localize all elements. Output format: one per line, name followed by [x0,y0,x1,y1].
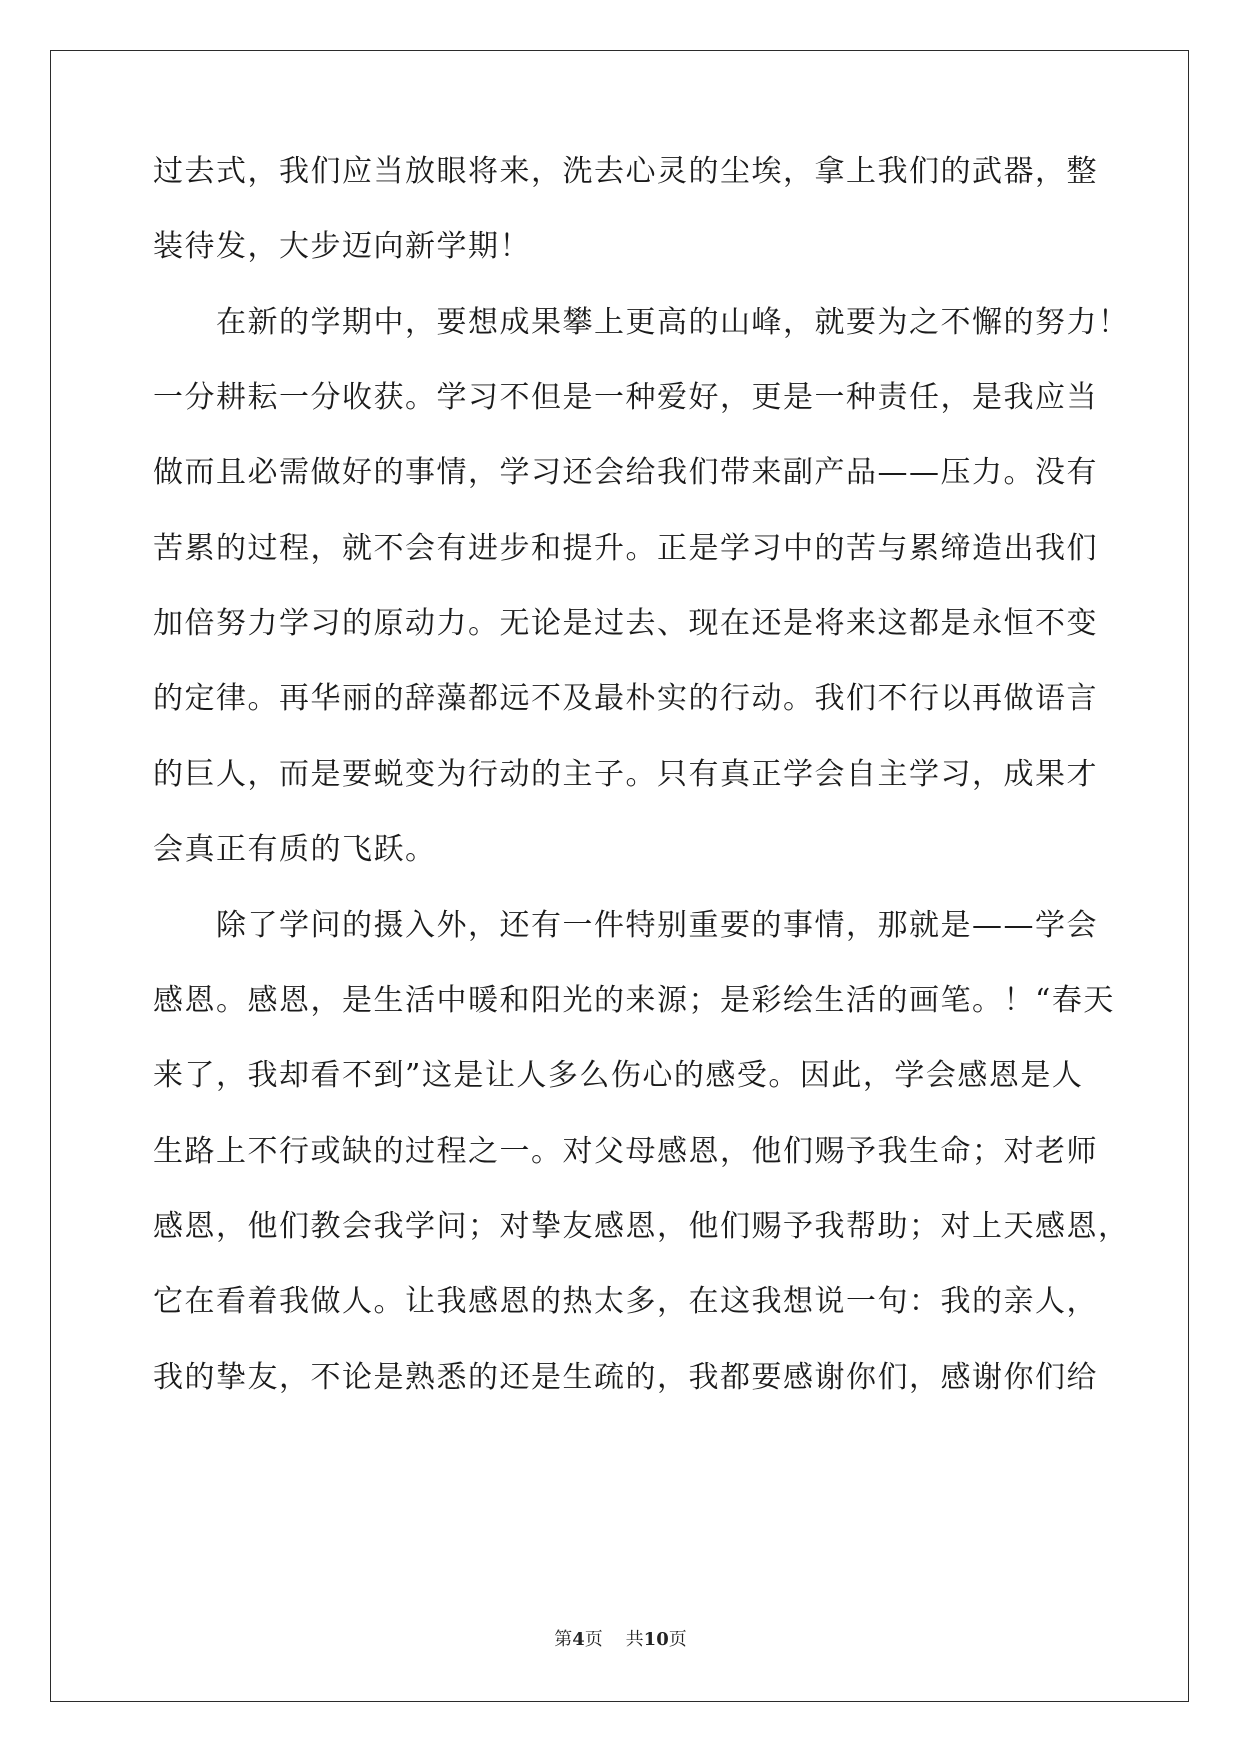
text-line: 的巨人，而是要蜕变为行动的主子。只有真正学会自主学习，成果才 [153,757,1098,792]
text-line: 生路上不行或缺的过程之一。对父母感恩，他们赐予我生命；对老师 [153,1134,1098,1169]
text-line: 过去式，我们应当放眼将来，洗去心灵的尘埃，拿上我们的武器，整 [153,154,1098,189]
page-suffix: 页 [584,1629,603,1650]
page-border [50,50,1189,1702]
text-line: 的定律。再华丽的辞藻都远不及最朴实的行动。我们不行以再做语言 [153,681,1098,716]
text-line: 除了学问的摄入外，还有一件特别重要的事情，那就是——学会 [153,908,1098,943]
text-line: 苦累的过程，就不会有进步和提升。正是学习中的苦与累缔造出我们 [153,531,1098,566]
total-pages: 10 [643,1629,669,1650]
total-suffix: 页 [668,1629,687,1650]
text-line: 在新的学期中，要想成果攀上更高的山峰，就要为之不懈的努力！ [153,305,1130,340]
text-line: 加倍努力学习的原动力。无论是过去、现在还是将来这都是永恒不变 [153,606,1098,641]
text-line: 感恩，他们教会我学问；对挚友感恩，他们赐予我帮助；对上天感恩， [153,1209,1130,1244]
text-line: 做而且必需做好的事情，学习还会给我们带来副产品——压力。没有 [153,455,1098,490]
text-line: 一分耕耘一分收获。学习不但是一种爱好，更是一种责任，是我应当 [153,380,1098,415]
text-line: 来了，我却看不到”这是让人多么伤心的感受。因此，学会感恩是人 [153,1058,1084,1093]
page-number: 4 [572,1629,585,1650]
text-line: 会真正有质的飞跃。 [153,832,437,867]
page-footer [0,1628,1241,1652]
text-line: 感恩。感恩，是生活中暖和阳光的来源；是彩绘生活的画笔。！“春天 [153,983,1115,1018]
text-line: 它在看着我做人。让我感恩的热太多，在这我想说一句：我的亲人， [153,1284,1098,1319]
text-line: 我的挚友，不论是熟悉的还是生疏的，我都要感谢你们，感谢你们给 [153,1360,1098,1395]
page-prefix: 第 [554,1629,573,1650]
text-line: 装待发，大步迈向新学期！ [153,229,531,264]
total-prefix: 共 [625,1629,644,1650]
